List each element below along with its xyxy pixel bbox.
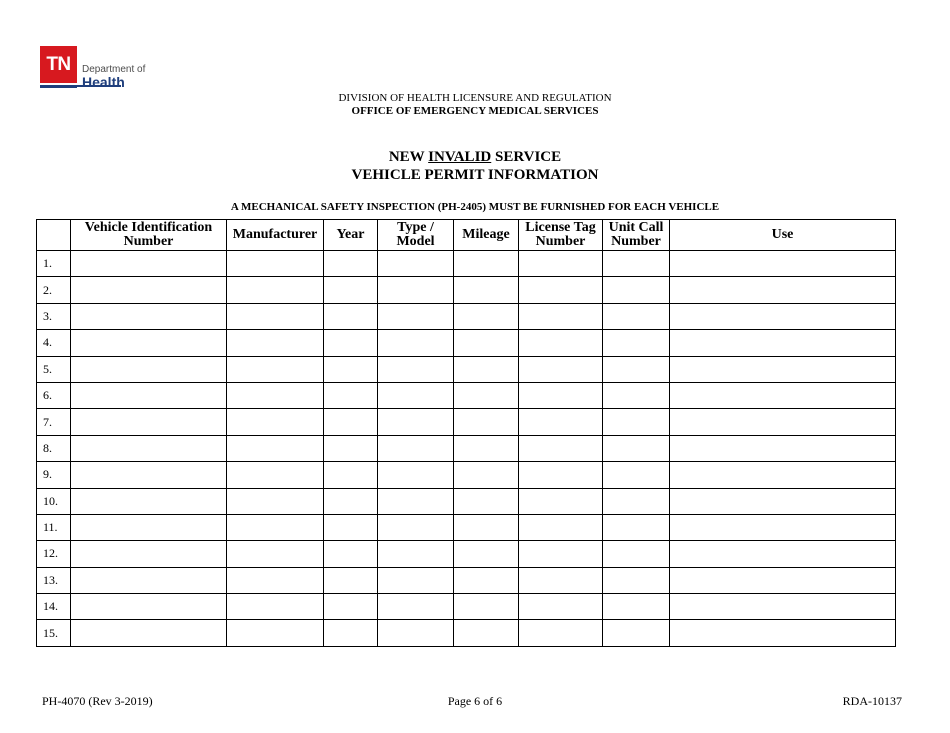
row-number: 4. [37, 330, 71, 356]
cell-unit-call-number[interactable] [603, 277, 670, 303]
table-row [37, 462, 896, 488]
cell-mileage[interactable] [454, 620, 519, 646]
cell-mileage[interactable] [454, 594, 519, 620]
cell-mileage[interactable] [454, 409, 519, 435]
cell-vehicle-identification-number[interactable] [71, 567, 227, 593]
cell-use[interactable] [670, 620, 896, 646]
cell-vehicle-identification-number[interactable] [71, 594, 227, 620]
column-header-line2: Number [123, 234, 174, 249]
cell-mileage[interactable] [454, 435, 519, 461]
cell-type-model[interactable] [378, 594, 454, 620]
cell-unit-call-number[interactable] [603, 409, 670, 435]
form-subtitle: VEHICLE PERMIT INFORMATION [351, 167, 599, 183]
table-row [37, 541, 896, 567]
table-row [37, 488, 896, 514]
cell-manufacturer[interactable] [227, 303, 324, 329]
row-number: 6. [37, 382, 71, 408]
cell-use[interactable] [670, 488, 896, 514]
cell-mileage[interactable] [454, 356, 519, 382]
cell-unit-call-number[interactable] [603, 541, 670, 567]
title-suffix: SERVICE [491, 149, 562, 165]
column-header-line1: Mileage [462, 227, 510, 242]
column-header-license-tag-number [519, 220, 603, 251]
column-header-line2: Number [611, 234, 661, 249]
column-header-vehicle-identification-number [71, 220, 227, 251]
cell-manufacturer[interactable] [227, 435, 324, 461]
column-header-line1: License Tag [525, 220, 596, 235]
cell-vehicle-identification-number[interactable] [71, 514, 227, 540]
table-body [37, 251, 896, 647]
column-header-year [324, 220, 378, 251]
cell-year[interactable] [324, 567, 378, 593]
row-number: 2. [37, 277, 71, 303]
cell-type-model[interactable] [378, 409, 454, 435]
cell-vehicle-identification-number[interactable] [71, 251, 227, 277]
cell-license-tag-number[interactable] [519, 356, 603, 382]
row-number: 13. [37, 567, 71, 593]
table-row [37, 620, 896, 646]
cell-mileage[interactable] [454, 541, 519, 567]
cell-license-tag-number[interactable] [519, 409, 603, 435]
cell-mileage[interactable] [454, 277, 519, 303]
cell-unit-call-number[interactable] [603, 620, 670, 646]
cell-unit-call-number[interactable] [603, 382, 670, 408]
row-number: 11. [37, 514, 71, 540]
cell-manufacturer[interactable] [227, 330, 324, 356]
cell-use[interactable] [670, 594, 896, 620]
office-heading: OFFICE OF EMERGENCY MEDICAL SERVICES [351, 105, 599, 117]
cell-unit-call-number[interactable] [603, 488, 670, 514]
cell-vehicle-identification-number[interactable] [71, 620, 227, 646]
column-header-manufacturer [227, 220, 324, 251]
table-row [37, 435, 896, 461]
cell-vehicle-identification-number[interactable] [71, 488, 227, 514]
row-number: 9. [37, 462, 71, 488]
column-header-mileage [454, 220, 519, 251]
cell-year[interactable] [324, 462, 378, 488]
cell-unit-call-number[interactable] [603, 303, 670, 329]
row-number: 15. [37, 620, 71, 646]
column-header-line2: Number [535, 234, 586, 249]
form-title [0, 149, 950, 166]
cell-license-tag-number[interactable] [519, 462, 603, 488]
cell-vehicle-identification-number[interactable] [71, 462, 227, 488]
cell-year[interactable] [324, 277, 378, 303]
cell-unit-call-number[interactable] [603, 594, 670, 620]
cell-year[interactable] [324, 541, 378, 567]
cell-use[interactable] [670, 541, 896, 567]
cell-license-tag-number[interactable] [519, 594, 603, 620]
cell-unit-call-number[interactable] [603, 435, 670, 461]
cell-license-tag-number[interactable] [519, 435, 603, 461]
column-header-type-model [378, 220, 454, 251]
row-number: 10. [37, 488, 71, 514]
division-heading: DIVISION OF HEALTH LICENSURE AND REGULATION [338, 92, 612, 104]
cell-type-model[interactable] [378, 620, 454, 646]
cell-manufacturer[interactable] [227, 594, 324, 620]
row-number: 1. [37, 251, 71, 277]
cell-manufacturer[interactable] [227, 620, 324, 646]
cell-manufacturer[interactable] [227, 277, 324, 303]
cell-vehicle-identification-number[interactable] [71, 277, 227, 303]
cell-mileage[interactable] [454, 462, 519, 488]
column-header-use [670, 220, 896, 251]
column-header-line1: Year [336, 227, 365, 242]
cell-unit-call-number[interactable] [603, 462, 670, 488]
cell-license-tag-number[interactable] [519, 382, 603, 408]
cell-mileage[interactable] [454, 251, 519, 277]
cell-year[interactable] [324, 620, 378, 646]
column-header-line1: Vehicle Identification [84, 220, 213, 235]
row-number: 3. [37, 303, 71, 329]
table-row [37, 594, 896, 620]
logo-health-text: Health [82, 74, 125, 90]
cell-vehicle-identification-number[interactable] [71, 409, 227, 435]
cell-use[interactable] [670, 330, 896, 356]
cell-license-tag-number[interactable] [519, 277, 603, 303]
cell-vehicle-identification-number[interactable] [71, 356, 227, 382]
cell-year[interactable] [324, 251, 378, 277]
tn-health-logo [40, 46, 152, 94]
table-row [37, 514, 896, 540]
column-header-line1: Unit Call [608, 220, 664, 235]
cell-mileage[interactable] [454, 382, 519, 408]
cell-mileage[interactable] [454, 514, 519, 540]
cell-type-model[interactable] [378, 277, 454, 303]
table-row [37, 567, 896, 593]
cell-year[interactable] [324, 356, 378, 382]
table-row [37, 277, 896, 303]
cell-license-tag-number[interactable] [519, 567, 603, 593]
logo-tn-box: TN [40, 46, 77, 83]
row-number: 12. [37, 541, 71, 567]
cell-type-model[interactable] [378, 567, 454, 593]
cell-type-model[interactable] [378, 435, 454, 461]
cell-manufacturer[interactable] [227, 409, 324, 435]
cell-use[interactable] [670, 356, 896, 382]
cell-manufacturer[interactable] [227, 567, 324, 593]
table-row [37, 356, 896, 382]
cell-license-tag-number[interactable] [519, 251, 603, 277]
cell-type-model[interactable] [378, 382, 454, 408]
cell-year[interactable] [324, 488, 378, 514]
cell-vehicle-identification-number[interactable] [71, 382, 227, 408]
cell-year[interactable] [324, 382, 378, 408]
cell-type-model[interactable] [378, 541, 454, 567]
cell-year[interactable] [324, 594, 378, 620]
cell-mileage[interactable] [454, 330, 519, 356]
column-header-row-number [37, 220, 71, 251]
page-number: Page 6 of 6 [447, 694, 503, 708]
cell-vehicle-identification-number[interactable] [71, 435, 227, 461]
title-prefix: NEW [388, 149, 429, 165]
row-number: 14. [37, 594, 71, 620]
cell-use[interactable] [670, 514, 896, 540]
cell-manufacturer[interactable] [227, 462, 324, 488]
cell-mileage[interactable] [454, 488, 519, 514]
table-row [37, 330, 896, 356]
cell-unit-call-number[interactable] [603, 251, 670, 277]
cell-manufacturer[interactable] [227, 488, 324, 514]
cell-year[interactable] [324, 330, 378, 356]
cell-license-tag-number[interactable] [519, 488, 603, 514]
cell-manufacturer[interactable] [227, 251, 324, 277]
cell-mileage[interactable] [454, 567, 519, 593]
cell-type-model[interactable] [378, 251, 454, 277]
inspection-notice: A MECHANICAL SAFETY INSPECTION (PH-2405) MUST BE FURNISHED FOR EACH VEHICLE [230, 201, 720, 213]
cell-use[interactable] [670, 409, 896, 435]
column-header-line2: Model [396, 234, 435, 249]
cell-year[interactable] [324, 409, 378, 435]
table-row [37, 303, 896, 329]
cell-use[interactable] [670, 462, 896, 488]
cell-license-tag-number[interactable] [519, 514, 603, 540]
cell-type-model[interactable] [378, 330, 454, 356]
cell-license-tag-number[interactable] [519, 330, 603, 356]
cell-vehicle-identification-number[interactable] [71, 541, 227, 567]
cell-use[interactable] [670, 567, 896, 593]
title-underlined-word: INVALID [428, 149, 492, 165]
cell-manufacturer[interactable] [227, 356, 324, 382]
cell-type-model[interactable] [378, 462, 454, 488]
cell-year[interactable] [324, 514, 378, 540]
cell-unit-call-number[interactable] [603, 514, 670, 540]
table-row [37, 251, 896, 277]
row-number: 5. [37, 356, 71, 382]
cell-year[interactable] [324, 303, 378, 329]
cell-license-tag-number[interactable] [519, 620, 603, 646]
cell-use[interactable] [670, 382, 896, 408]
cell-unit-call-number[interactable] [603, 356, 670, 382]
cell-use[interactable] [670, 435, 896, 461]
column-header-line1: Use [771, 227, 794, 242]
cell-vehicle-identification-number[interactable] [71, 303, 227, 329]
column-header-line1: Manufacturer [232, 227, 318, 242]
cell-type-model[interactable] [378, 514, 454, 540]
cell-year[interactable] [324, 435, 378, 461]
logo-bar [40, 85, 77, 88]
cell-use[interactable] [670, 277, 896, 303]
row-number: 8. [37, 435, 71, 461]
form-number: PH-4070 (Rev 3-2019) [42, 694, 153, 708]
cell-manufacturer[interactable] [227, 541, 324, 567]
cell-license-tag-number[interactable] [519, 541, 603, 567]
row-number: 7. [37, 409, 71, 435]
cell-manufacturer[interactable] [227, 514, 324, 540]
cell-unit-call-number[interactable] [603, 330, 670, 356]
table-row [37, 382, 896, 408]
vehicle-table [36, 219, 896, 647]
cell-type-model[interactable] [378, 356, 454, 382]
logo-department-text: Department of [82, 64, 146, 75]
cell-vehicle-identification-number[interactable] [71, 330, 227, 356]
cell-use[interactable] [670, 303, 896, 329]
cell-unit-call-number[interactable] [603, 567, 670, 593]
cell-type-model[interactable] [378, 303, 454, 329]
table-row [37, 409, 896, 435]
cell-license-tag-number[interactable] [519, 303, 603, 329]
cell-manufacturer[interactable] [227, 382, 324, 408]
rda-number: RDA-10137 [842, 694, 902, 708]
column-header-unit-call-number [603, 220, 670, 251]
column-header-line1: Type / [397, 220, 434, 235]
cell-use[interactable] [670, 251, 896, 277]
table-header-row [37, 220, 896, 251]
cell-mileage[interactable] [454, 303, 519, 329]
cell-type-model[interactable] [378, 488, 454, 514]
